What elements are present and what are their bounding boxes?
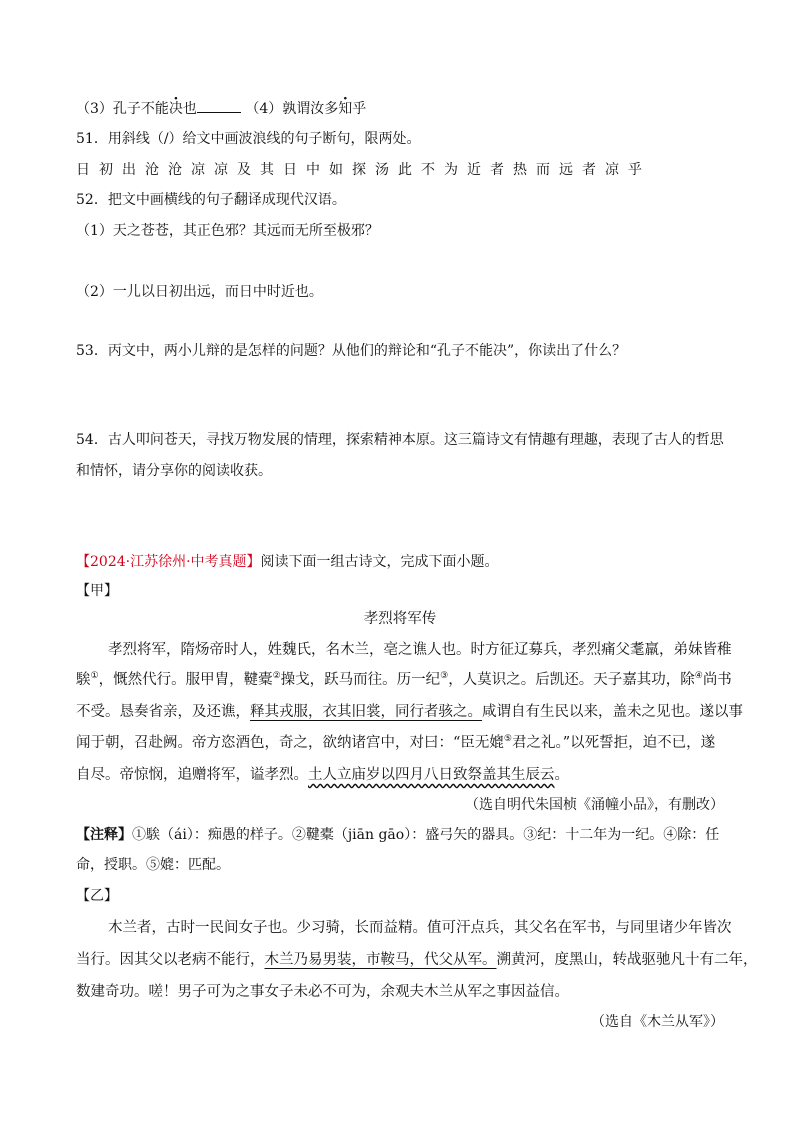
emphasis-char: 知 [338, 101, 353, 117]
passage-yi-line-1: 木兰者，古时一民间女子也。少习骑，长而益精。值可汗点兵，其父名在军书，与同里诸少年皆次 [108, 920, 732, 936]
passage-yi-line-2: 当行。因其父以老病不能行，木兰乃易男装，市鞍马，代父从军。溯黄河，度黑山，转战驱驰凡十有二年， [76, 952, 758, 968]
passage-yi-label: 【乙】 [76, 888, 118, 904]
answer-blank[interactable] [197, 98, 241, 113]
question-52-item-1: （1）天之苍苍，其正色邪？其远而无所至极邪？ [76, 223, 379, 239]
footnote-mark: ⑤ [503, 734, 512, 745]
question-52-item-2: （2）一儿以日初出远，而日中时近也。 [76, 284, 323, 300]
source-tag: 【2024·江苏徐州·中考真题】 [76, 554, 261, 570]
notes-label: 【注释】 [76, 827, 132, 843]
question-51-prompt: 51．用斜线（/）给文中画波浪线的句子断句，限两处。 [76, 131, 421, 147]
section-header [76, 552, 499, 572]
footnote-mark: ③ [440, 671, 449, 682]
question-51-text: 日初出沧沧凉凉及其日中如探汤此不为近者热而远者凉乎 [76, 162, 651, 178]
footnote-mark: ④ [694, 671, 703, 682]
notes-line-2: 命，授职。⑤媲：匹配。 [76, 857, 230, 873]
emphasis-char: 决 [168, 101, 183, 117]
passage-jia-label: 【甲】 [76, 583, 118, 599]
question-52-prompt: 52．把文中画横线的句子翻译成现代汉语。 [76, 192, 346, 208]
question-54-line-1: 54．古人叩问苍天，寻找万物发展的情理，探索精神本原。这三篇诗文有情趣有理趣，表现了古人的哲思 [76, 432, 724, 448]
notes-line-1: 【注释】①騃（ái）：痴愚的样子。②鞬橐（jiān gāo）：盛弓矢的器具。③纪：十二年为一纪。④除：任 [76, 827, 720, 843]
passage-jia-line-1: 孝烈将军，隋炀帝时人，姓魏氏，名木兰，亳之谯人也。时方征辽募兵，孝烈痛父耄羸，弟妹皆稚 [108, 642, 732, 658]
question-53-prompt: 53．丙文中，两小儿辩的是怎样的问题？从他们的辩论和“孔子不能决”，你读出了什么？ [76, 343, 627, 359]
passage-jia-line-2: 騃①，慨然代行。服甲胄，鞬橐②操戈，跃马而往。历一纪③，人莫识之。后凯还。天子嘉其功，除④尚书 [76, 671, 732, 688]
passage-yi-line-3: 数建奇功。嗟！男子可为之事女子未必不可为，余观夫木兰从军之事因益信。 [76, 984, 569, 1000]
passage-jia-source: （选自明代朱国桢《涌幢小品》，有删改） [465, 797, 724, 813]
passage-jia-title: 孝烈将军传 [363, 611, 437, 627]
section-instruction: 阅读下面一组古诗文，完成下面小题。 [260, 554, 499, 570]
underlined-sentence: 释其戎服，衣其旧裳，同行者骇之。 [250, 704, 482, 720]
underlined-sentence: 木兰乃易男装，市鞍马，代父从军。 [264, 952, 497, 968]
passage-jia-line-4: 闻于朝，召赴阙。帝方恣酒色，奇之，欲纳诸宫中，对曰：“臣无媲⑤君之礼。”以死誓拒，迫不已，遂 [76, 734, 716, 751]
footnote-mark: ① [90, 671, 99, 682]
question-50-items: （3）孔子不能决也 （4）孰谓汝多知乎 [76, 98, 366, 119]
question-54-line-2: 和情怀，请分享你的阅读收获。 [76, 463, 272, 479]
passage-jia-line-5: 自尽。帝惊悯，追赠将军，谥孝烈。土人立庙岁以四月八日致祭盖其生辰云。 [76, 767, 569, 783]
passage-yi-source: （选自《木兰从军》） [591, 1014, 724, 1030]
wavy-sentence: 土人立庙岁以四月八日致祭盖其生辰云 [308, 767, 555, 783]
footnote-mark: ② [272, 671, 281, 682]
passage-jia-line-3: 不受。恳奏省亲，及还谯，释其戎服，衣其旧裳，同行者骇之。咸谓自有生民以来，盖未之见也。遂以事 [76, 704, 743, 720]
